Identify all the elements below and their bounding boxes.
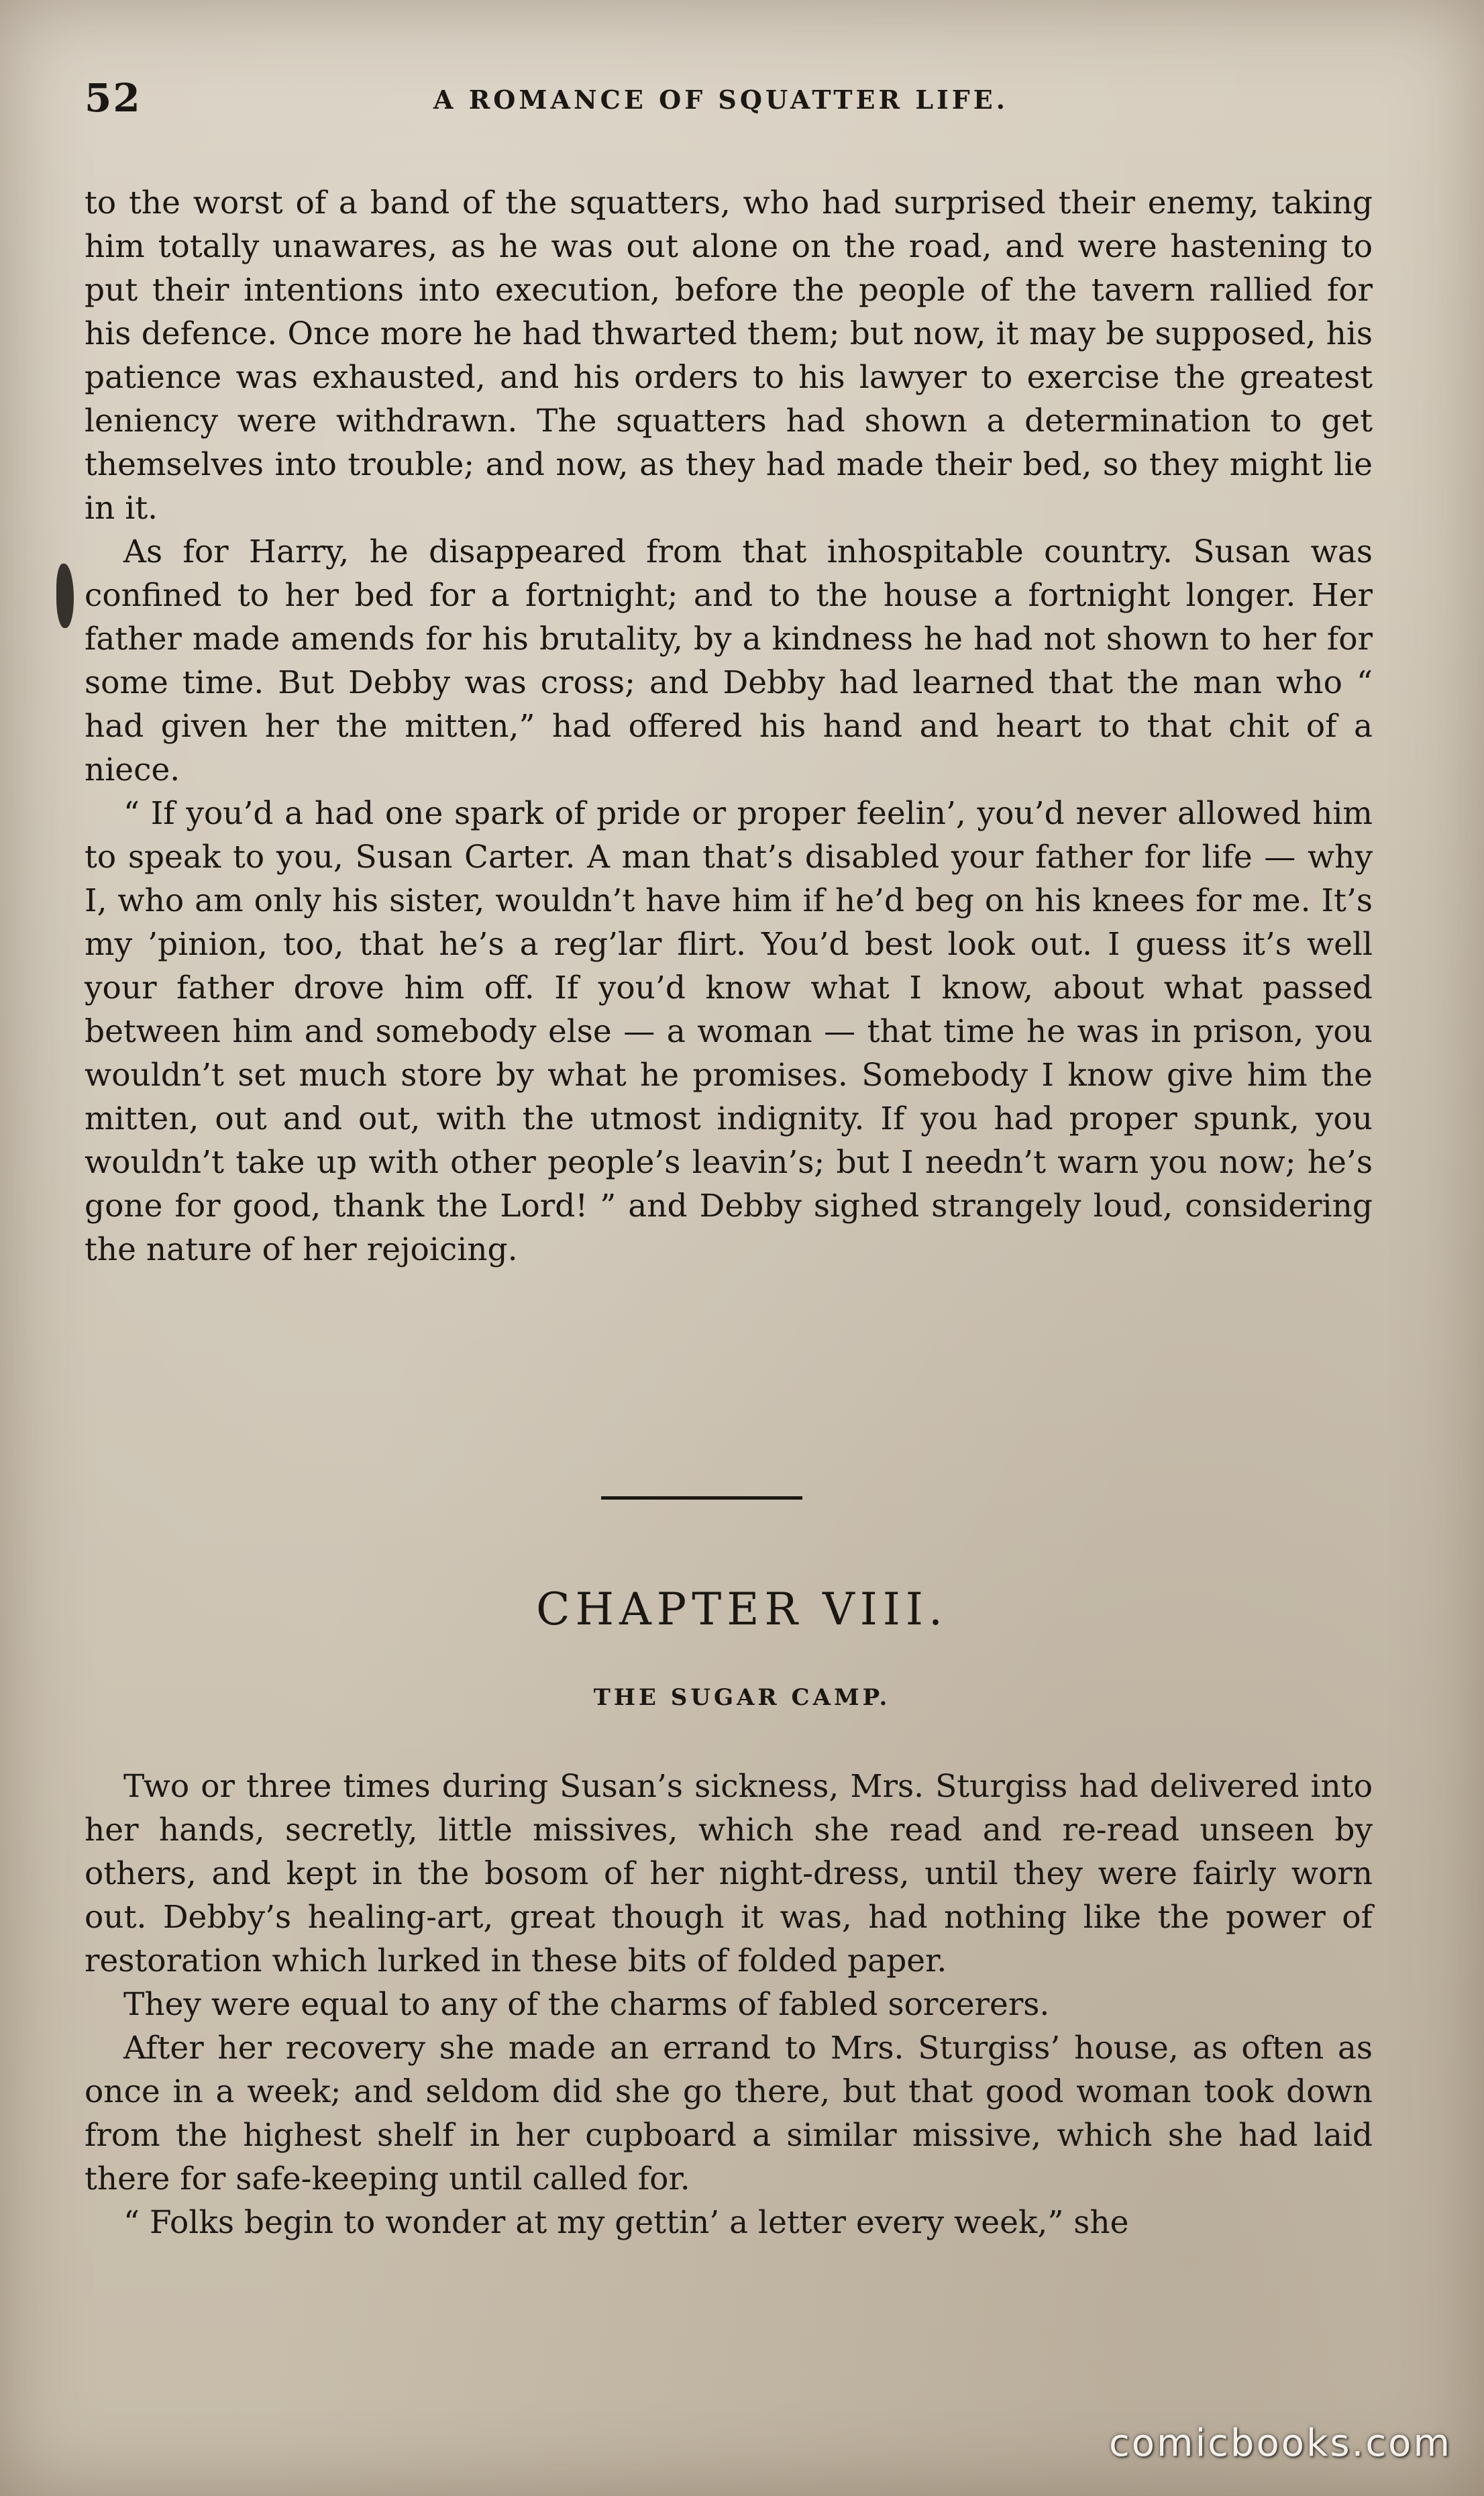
paragraph: As for Harry, he disappeared from that inhospitable country. Susan was confined to her bed for a fortnight; and to the house a fortnight longer. Her father made amends for his brutality, by a kindness he had not shown to her for some time. But Debby was cross; and Debby had learned that the man who “ had given her the mitten,” had offered his hand and heart to that chit of a niece. [85, 533, 1373, 788]
watermark: comicbooks.com [1108, 2422, 1452, 2465]
paragraph: After her recovery she made an errand to Mrs. Sturgiss’ house, as often as once in a week; and seldom did she go there, but that good woman took down from the highest shelf in her cupboard a similar missive, which she had laid there for safe-keeping until called for. [85, 2030, 1373, 2197]
section-divider-rule [601, 1496, 802, 1500]
paragraph: They were equal to any of the charms of fabled sorcerers. [123, 1986, 1050, 2023]
text-block-bottom [85, 1765, 1373, 2244]
paragraph: “ If you’d a had one spark of pride or proper feelin’, you’d never allowed him to speak to you, Susan Carter. A man that’s disabled your father for life — why I, who am only his sister, wouldn’t have him if he’d beg on his knees for me. It’s my ’pinion, too, that he’s a reg’lar flirt. You’d best look out. I guess it’s well your father drove him off. If you’d know what I know, about what passed between him and somebody else — a woman — that time he was in prison, you wouldn’t set much store by what he promises. Somebody I know give him the mitten, out and out, with the utmost indignity. If you had proper spunk, you wouldn’t take up with other people’s leavin’s; but I needn’t warn you now; he’s gone for good, thank the Lord! ” and Debby sighed strangely loud, considering the nature of her rejoicing. [85, 795, 1373, 1268]
paragraph: to the worst of a band of the squatters, who had surprised their enemy, taking him totally unawares, as he was out alone on the road, and were hastening to put their intentions into execution, before the people of the tavern rallied for his defence. Once more he had thwarted them; but now, it may be supposed, his patience was exhausted, and his orders to his lawyer to exercise the greatest leniency were withdrawn. The squatters had shown a determination to get themselves into trouble; and now, as they had made their bed, so they might lie in it. [85, 185, 1373, 527]
running-title: A ROMANCE OF SQUATTER LIFE. [433, 85, 1008, 115]
text-block-top [85, 181, 1373, 1271]
page-number: 52 [85, 75, 142, 121]
paragraph: “ Folks begin to wonder at my gettin’ a letter every week,” she [123, 2204, 1129, 2241]
paragraph: Two or three times during Susan’s sickness, Mrs. Sturgiss had delivered into her hands, secretly, little missives, which she read and re-read unseen by others, and kept in the bosom of her night-dress, until they were fairly worn out. Debby’s healing-art, great though it was, had nothing like the power of restoration which lurked in these bits of folded paper. [85, 1768, 1373, 1979]
running-head [85, 75, 1383, 129]
chapter-title: CHAPTER VIII. [536, 1583, 948, 1635]
chapter-subtitle: THE SUGAR CAMP. [593, 1684, 891, 1711]
ink-blot [56, 564, 74, 628]
